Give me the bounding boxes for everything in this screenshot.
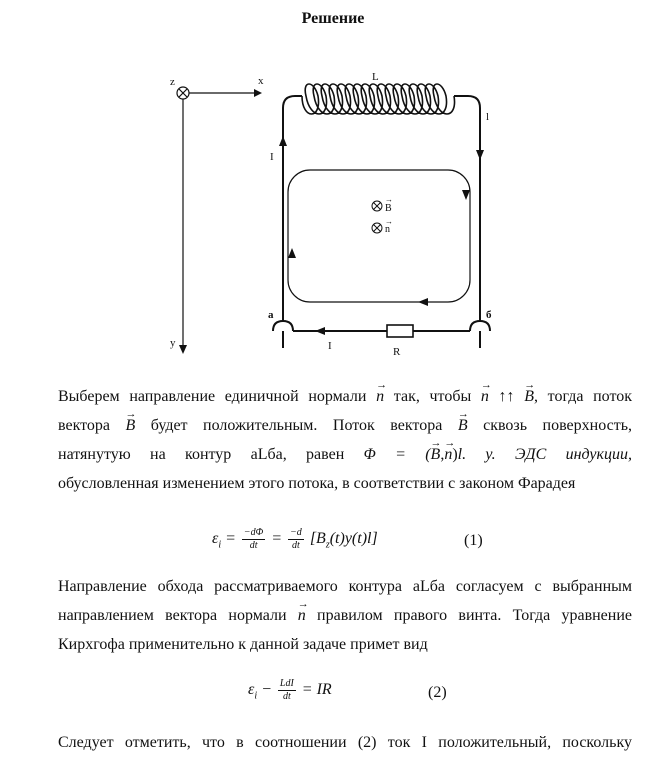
paragraph-current-sign: Следует отметить, что в соотношении (2) ток I положительный, поскольку — [58, 734, 632, 751]
inductor-label: L — [372, 71, 379, 83]
rails — [270, 111, 489, 321]
x-axis-label: x — [258, 75, 264, 87]
current-arrow-up-icon — [279, 136, 287, 146]
z-axis-label: z — [170, 76, 175, 88]
field-vector-b-2: → B — [126, 411, 136, 440]
equation-2-number: (2) — [428, 684, 447, 701]
resistor-symbol — [387, 325, 413, 337]
normal-vector-n-2: → n — [481, 382, 489, 411]
loop-arrow-bottom-icon — [418, 298, 428, 306]
traversal-loop — [288, 170, 470, 306]
bar-current-arrow-icon — [315, 327, 325, 335]
normal-n-label: n — [385, 224, 390, 235]
normal-vector-n-3: → n — [298, 601, 306, 630]
coordinate-axes — [170, 75, 264, 354]
loop-arrow-left-icon — [288, 248, 296, 258]
normal-vector-n: → n — [376, 382, 384, 411]
page-title: Решение — [301, 10, 365, 27]
y-axis-label: y — [170, 337, 176, 349]
loop-arrow-right-icon — [462, 190, 470, 200]
current-label-left: I — [270, 151, 274, 163]
inductor-coil — [283, 71, 480, 153]
paragraph-normal-choice: Выберем направление единичной нормали → n так, чтобы → n ↑↑ → B, тогда поток вектора → B будет положительным. Поток вектора → B сквозь поверхность, натянутую на контур aLба, равен Φ = (→ B,→ n)l. y. ЭДС индукции, обусловленная изменением этого потока, в соответствии с законом Фарадея — [58, 382, 632, 498]
equation-faraday: $\varepsilon_i$ = $\frac{-d\Phi}{dt}$ = $\frac{-d}{dt}$ $[B_z(t)y(t)l]$ — [212, 527, 378, 551]
field-symbols — [372, 195, 393, 235]
field-b-label: B — [385, 203, 392, 214]
circuit-diagram — [150, 68, 510, 368]
equation-kirchhoff: $\varepsilon_i$ − $\frac{\text{LdI}}{dt}$ = IR — [248, 678, 332, 702]
field-vector-b-3: → B — [458, 411, 468, 440]
contact-a-label: a — [268, 309, 274, 321]
normal-n-vector-arrow: → — [385, 217, 393, 226]
resistor-label: R — [393, 346, 401, 358]
equation-1-number: (1) — [464, 532, 483, 549]
rail-length-label: l — [486, 111, 490, 123]
field-b-vector-arrow: → — [385, 195, 393, 204]
paragraph-kirchhoff: Направление обхода рассматриваемого контура aLба согласуем с выбранным направлением вектора нормали → n правилом правого винта. Тогда уравнение Кирхгофа применительно к данной задаче примет вид — [58, 572, 632, 659]
sliding-bar — [268, 309, 492, 358]
field-vector-b: → B — [524, 382, 534, 411]
circuit-diagram-svg — [150, 68, 510, 368]
current-arrow-down-icon — [476, 150, 484, 160]
current-label-bottom: I — [328, 340, 332, 352]
contact-b-label: б — [486, 309, 492, 321]
